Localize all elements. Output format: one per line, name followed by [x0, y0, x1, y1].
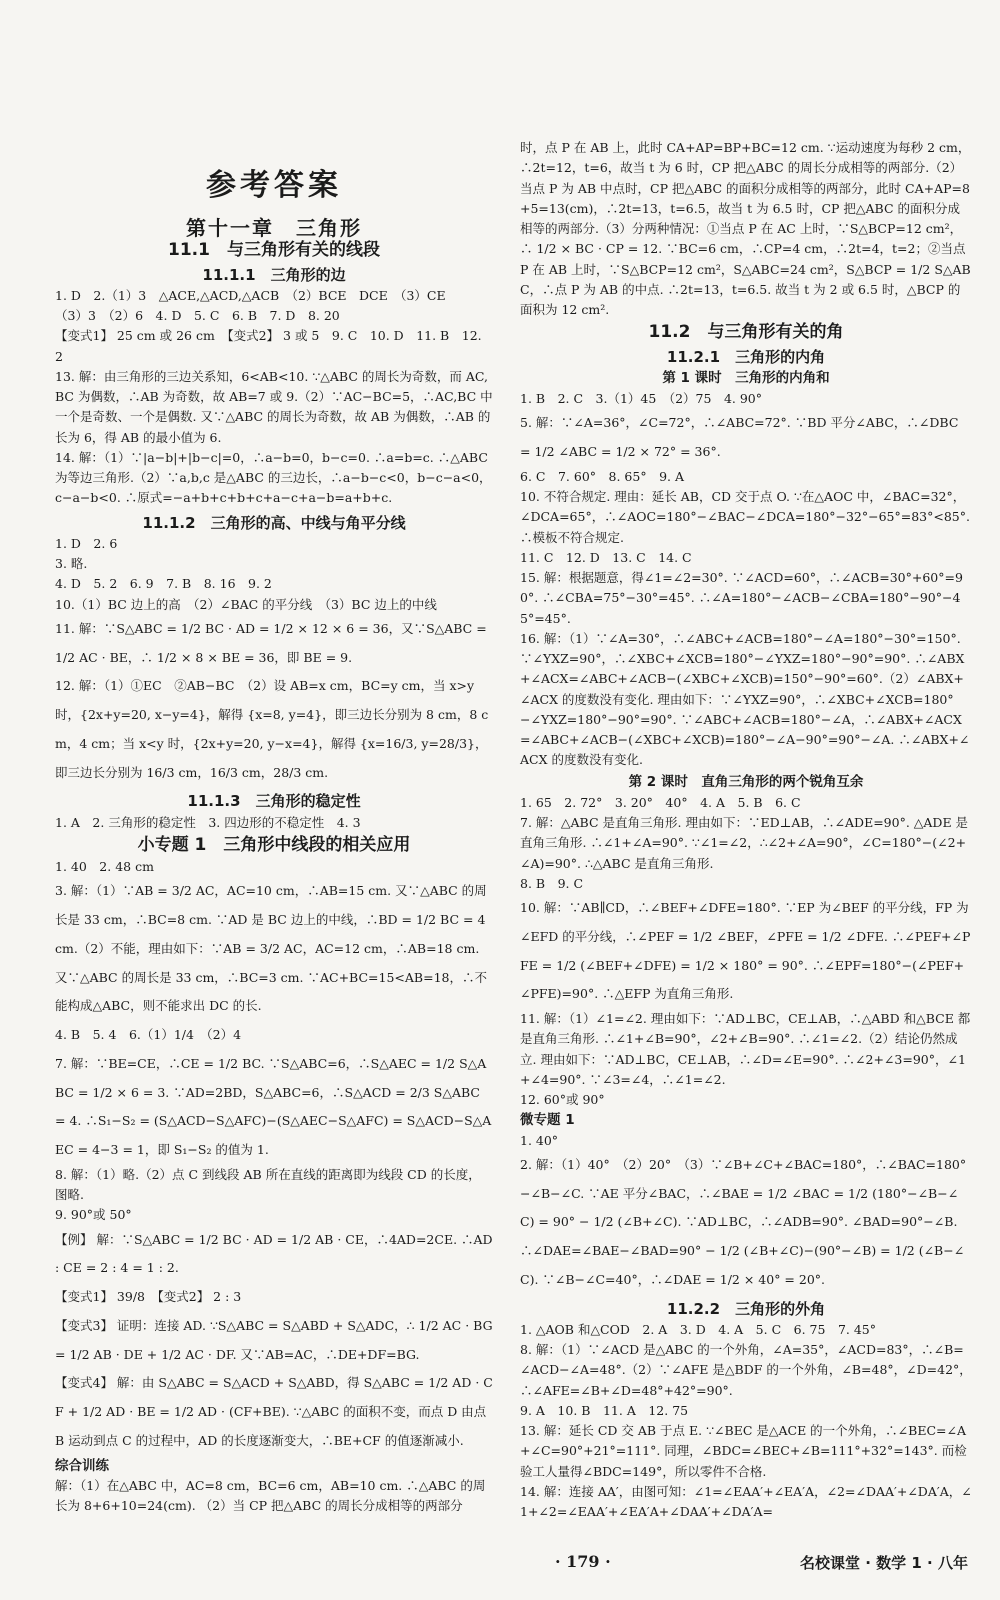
- answer-line: 6. C 7. 60° 8. 65° 9. A: [520, 468, 685, 484]
- section-heading: 小专题 1 三角形中线段的相关应用: [137, 834, 411, 855]
- answer-line: 1. D 2. 6: [55, 535, 118, 551]
- chapter-heading: 第十一章 三角形: [186, 216, 362, 240]
- answer-line: 10.（1）BC 边上的高 （2）∠BAC 的平分线 （3）BC 边上的中线: [55, 596, 437, 612]
- answer-line: 【例】 解：∵S△ABC = 1/2 BC · AD = 1/2 AB · CE，∴4AD=2CE. ∴AD : CE = 2 : 4 = 1 : 2.: [55, 1231, 493, 1276]
- answer-line: 1. 65 2. 72° 3. 20° 40° 4. A 5. B 6. C: [520, 794, 801, 810]
- answer-line: 8. B 9. C: [520, 875, 584, 891]
- answer-line: 4. D 5. 2 6. 9 7. B 8. 16 9. 2: [55, 576, 272, 592]
- group-label: 综合训练: [55, 1457, 109, 1474]
- answer-line: 8. 解：（1）略.（2）点 C 到线段 AB 所在直线的距离即为线段 CD 的长度，图略.: [55, 1166, 481, 1202]
- section-heading: 11.1 与三角形有关的线段: [168, 240, 380, 261]
- section-heading: 11.2 与三角形有关的角: [648, 322, 844, 343]
- answer-line: 3. 解：（1）∵AB = 3/2 AC，AC=10 cm，∴AB=15 cm. 又∵△ABC 的周长是 33 cm，∴BC=8 cm. ∵AD 是 BC 边上的中线，∴BD = 1/2 BC = 4 cm.（2）不能，理由如下：∵AB = 3/2 AC，AC=12 cm，∴AB=18 cm. 又∵△ABC 的周长是 33 cm，∴BC=3 cm. ∵AC+BC=15<AB=18，∴不能构成△ABC，则不能求出 DC 的长.: [55, 883, 487, 1014]
- answer-line: 14. 解：（1）∵|a−b|+|b−c|=0，∴a−b=0，b−c=0. ∴a=b=c. ∴△ABC 为等边三角形.（2）∵a,b,c 是△ABC 的三边长，∴a−b−c<0，b−c−a<0，c−a−b<0. ∴原式=−a+b+c+b+c+a−c+a−b=a+b+c.: [55, 449, 492, 506]
- answer-line: 解：（1）在△ABC 中，AC=8 cm，BC=6 cm，AB=10 cm. ∴△ABC 的周长为 8+6+10=24(cm). （2）当 CP 把△ABC 的周长分成相等的两部分: [55, 1477, 486, 1513]
- answer-line: 2. 解：（1）40° （2）20° （3）∵∠B+∠C+∠BAC=180°，∴∠BAC=180°−∠B−∠C. ∵AE 平分∠BAC，∴∠BAE = 1/2 ∠BAC = 1/2 (180°−∠B−∠C) = 90° − 1/2 (∠B+∠C). ∵AD⊥BC，∴∠ADB=90°. ∠BAD=90°−∠B. ∴∠DAE=∠BAE−∠BAD=90° − 1/2 (∠B+∠C)−(90°−∠B) = 1/2 (∠B−∠C). ∵∠B−∠C=40°，∴∠DAE = 1/2 × 40° = 20°.: [520, 1156, 967, 1287]
- answer-line: 9. A 10. B 11. A 12. 75: [520, 1402, 689, 1418]
- answer-line: 【变式3】 证明：连接 AD. ∵S△ABC = S△ABD + S△ADC，∴ 1/2 AC · BG = 1/2 AB · DE + 1/2 AC · DF. 又∵AB=AC，∴DE+DF=BG.: [55, 1317, 493, 1362]
- answer-line: 15. 解：根据题意，得∠1=∠2=30°. ∵∠ACD=60°，∴∠ACB=30°+60°=90°. ∴∠CBA=75°−30°=45°. ∴∠A=180°−∠ACB−∠CBA=180°−90°−45°=45°.: [520, 570, 963, 626]
- answer-line: 10. 不符合规定. 理由：延长 AB，CD 交于点 O. ∵在△AOC 中，∠BAC=32°，∠DCA=65°，∴∠AOC=180°−∠BAC−∠DCA=180°−32°−65°=83°<85°. ∴模板不符合规定.: [520, 489, 970, 545]
- right-column: [520, 138, 972, 1522]
- lesson-heading: 第 1 课时 三角形的内角和: [662, 369, 830, 386]
- answer-line: 7. 解：∵BE=CE，∴CE = 1/2 BC. ∵S△ABC=6，∴S△AEC = 1/2 S△ABC = 1/2 × 6 = 3. ∵AD=2BD，S△ABC=6，∴S△ACD = 2/3 S△ABC = 4. ∴S₁−S₂ = (S△ACD−S△AFC)−(S△AEC−S△AFC) = S△ACD−S△AEC = 4−3 = 1，即 S₁−S₂ 的值为 1.: [55, 1055, 492, 1157]
- lesson-heading: 第 2 课时 直角三角形的两个锐角互余: [628, 773, 864, 790]
- answer-line: 5. 解：∵∠A=36°，∠C=72°，∴∠ABC=72°. ∵BD 平分∠ABC，∴∠DBC = 1/2 ∠ABC = 1/2 × 72° = 36°.: [520, 415, 959, 459]
- answer-line: 13. 解：由三角形的三边关系知，6<AB<10. ∵△ABC 的周长为奇数，而 AC,BC 为偶数，∴AB 为奇数，故 AB=7 或 9.（2）∵AC−BC=5，∴AC,BC 中一个是奇数、一个是偶数. 又∵△ABC 的周长为奇数，故 AB 为偶数，∴AB 的长为 6，得 AB 的最小值为 6.: [55, 368, 493, 445]
- subsection-heading: 11.1.2 三角形的高、中线与角平分线: [142, 513, 406, 532]
- answer-line: 11. C 12. D 13. C 14. C: [520, 549, 692, 565]
- subsection-heading: 11.1.3 三角形的稳定性: [187, 792, 361, 811]
- left-column: [55, 212, 493, 1516]
- book-title: 名校课堂 · 数学 1 · 八年: [800, 1554, 968, 1572]
- answer-line: 7. 解：△ABC 是直角三角形. 理由如下：∵ED⊥AB，∴∠ADE=90°. △ADE 是直角三角形. ∴∠1+∠A=90°. ∵∠1=∠2，∴∠2+∠A=90°，∠C=180°−(∠2+∠A)=90°. ∴△ABC 是直角三角形.: [520, 815, 969, 871]
- answer-line: 3. 略.: [55, 556, 88, 571]
- answer-line: 9. 90°或 50°: [55, 1207, 132, 1223]
- answer-line: 10. 解：∵AB∥CD，∴∠BEF+∠DFE=180°. ∵EP 为∠BEF 的平分线，FP 为∠EFD 的平分线，∴∠PEF = 1/2 ∠BEF，∠PFE = 1/2 ∠DFE. ∴∠PEF+∠PFE = 1/2 (∠BEF+∠DFE) = 1/2 × 180° = 90°. ∴∠EPF=180°−(∠PEF+∠PFE)=90°. ∴△EFP 为直角三角形.: [520, 900, 971, 1002]
- answer-line: 【变式1】 25 cm 或 26 cm 【变式2】 3 或 5 9. C 10. D 11. B 12. 2: [55, 328, 482, 364]
- group-label: 微专题 1: [520, 1112, 575, 1129]
- subsection-heading: 11.1.1 三角形的边: [202, 265, 346, 284]
- answer-line: 13. 解：延长 CD 交 AB 于点 E. ∵∠BEC 是△ACE 的一个外角，∴∠BEC=∠A+∠C=90°+21°=111°. 同理，∠BDC=∠BEC+∠B=111°+32°=143°. 而检验工人量得∠BDC=149°，所以零件不合格.: [520, 1423, 967, 1479]
- answer-line: 【变式4】 解：由 S△ABC = S△ACD + S△ABD，得 S△ABC = 1/2 AD · CF + 1/2 AD · BE = 1/2 AD · (CF+BE). ∵△ABC 的面积不变，而点 D 由点 B 运动到点 C 的过程中，AD 的长度逐渐变大，∴BE+CF 的值逐渐减小.: [55, 1375, 493, 1448]
- answer-line: 16. 解：（1）∵∠A=30°，∴∠ABC+∠ACB=180°−∠A=180°−30°=150°. ∵∠YXZ=90°，∴∠XBC+∠XCB=180°−∠YXZ=180°−90°=90°. ∴∠ABX+∠ACX=∠ABC+∠ACB−(∠XBC+∠XCB)=150°−90°=60°.（2）∠ABX+∠ACX 的度数没有变化. 理由如下：∵∠YXZ=90°，∴∠XBC+∠XCB=180°−∠YXZ=180°−90°=90°. ∵∠ABC+∠ACB=180°−∠A，∴∠ABX+∠ACX=∠ABC+∠ACB−(∠XBC+∠XCB)=180°−∠A−90°=90°−∠A. ∴∠ABX+∠ACX 的度数没有变化.: [520, 630, 970, 768]
- answer-line: 11. 解：∵S△ABC = 1/2 BC · AD = 1/2 × 12 × 6 = 36，又∵S△ABC = 1/2 AC · BE，∴ 1/2 × 8 × BE = 36，即 BE = 9.: [55, 620, 487, 665]
- answer-line: 1. △AOB 和△COD 2. A 3. D 4. A 5. C 6. 75 7. 45°: [520, 1321, 876, 1337]
- answer-line: 1. B 2. C 3.（1）45 （2）75 4. 90°: [520, 391, 762, 406]
- answer-line: 1. 40 2. 48 cm: [55, 859, 154, 874]
- answer-line: 时，点 P 在 AB 上，此时 CA+AP=BP+BC=12 cm. ∵运动速度为每秒 2 cm，∴2t=12，t=6，故当 t 为 6 时，CP 把△ABC 的周长分成相等的两部分.（2）当点 P 为 AB 中点时，CP 把△ABC 的面积分成相等的两部分，此时 CA+AP=8+5=13(cm)，∴2t=13，t=6.5，故当 t 为 6.5 时，CP 把△ABC 的面积分成相等的两部分.（3）分两种情况：①当点 P 在 AC 上时，∵S△BCP=12 cm²，∴ 1/2 × BC · CP = 12. ∵BC=6 cm，∴CP=4 cm，∴2t=4，t=2；②当点 P 在 AB 上时，∵S△BCP=12 cm²，S△ABC=24 cm²，S△BCP = 1/2 S△ABC，∴点 P 为 AB 的中点. ∴2t=13，t=6.5. 故当 t 为 2 或 6.5 时，△BCP 的面积为 12 cm².: [520, 140, 971, 317]
- subsection-heading: 11.2.1 三角形的内角: [666, 347, 826, 366]
- page-number: · 179 ·: [555, 1552, 611, 1571]
- answer-line: 1. 40°: [520, 1132, 559, 1148]
- answer-line: 12. 解：（1）①EC ②AB−BC （2）设 AB=x cm，BC=y cm，当 x>y 时，{2x+y=20, x−y=4}，解得 {x=8, y=4}，即三边长分别为 8 cm，8 cm，4 cm；当 x<y 时，{2x+y=20, y−x=4}，解得 {x=16/3, y=28/3}，即三边长分别为 16/3 cm，16/3 cm，28/3 cm.: [55, 678, 489, 780]
- answer-line: 4. B 5. 4 6.（1）1/4 （2）4: [55, 1027, 242, 1042]
- page-title: 参考答案: [206, 168, 342, 203]
- subsection-heading: 11.2.2 三角形的外角: [666, 1299, 826, 1318]
- answer-line: 【变式1】 39/8 【变式2】 2 : 3: [55, 1289, 242, 1304]
- answer-line: 14. 解：连接 AA′，由图可知：∠1=∠EAA′+∠EA′A，∠2=∠DAA′+∠DA′A，∠1+∠2=∠EAA′+∠EA′A+∠DAA′+∠DA′A=: [520, 1483, 972, 1519]
- answer-line: （3）3 （2）6 4. D 5. C 6. B 7. D 8. 20: [55, 308, 340, 323]
- answer-line: 1. D 2.（1）3 △ACE,△ACD,△ACB （2）BCE DCE （3）CE: [55, 287, 446, 303]
- answer-line: 1. A 2. 三角形的稳定性 3. 四边形的不稳定性 4. 3: [55, 814, 361, 830]
- answer-line: 11. 解：（1）∠1=∠2. 理由如下：∵AD⊥BC，CE⊥AB，∴△ABD 和△BCE 都是直角三角形. ∴∠1+∠B=90°，∠2+∠B=90°. ∴∠1=∠2.（2）结论仍然成立. 理由如下：∵AD⊥BC，CE⊥AB，∴∠D=∠E=90°. ∴∠2+∠3=90°，∠1+∠4=90°. ∵∠3=∠4，∴∠1=∠2.: [520, 1011, 971, 1087]
- answer-line: 12. 60°或 90°: [520, 1092, 605, 1107]
- answer-line: 8. 解：（1）∵∠ACD 是△ABC 的一个外角，∠A=35°，∠ACD=83°，∴∠B=∠ACD−∠A=48°.（2）∵∠AFE 是△BDF 的一个外角，∠B=48°，∠D=42°，∴∠AFE=∠B+∠D=48°+42°=90°.: [520, 1342, 972, 1398]
